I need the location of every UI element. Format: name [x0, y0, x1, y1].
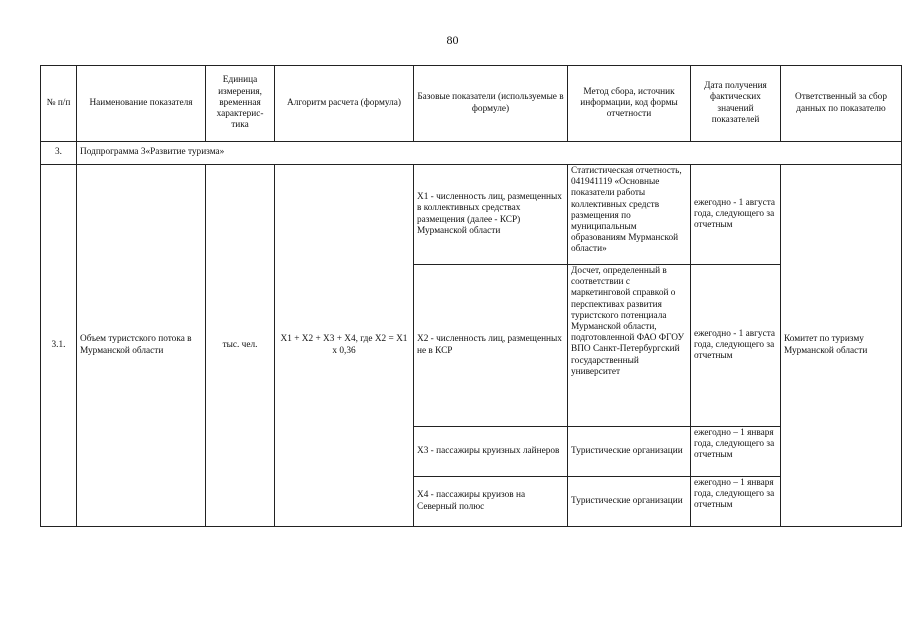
date-x2: ежегодно - 1 августа года, следующего за отчетным — [691, 265, 781, 427]
base-x4: X4 - пассажиры круизов на Северный полюс — [414, 477, 568, 527]
date-x4: ежегодно – 1 января года, следующего за отчетным — [691, 477, 781, 527]
header-date: Дата получения фактических значений показателей — [691, 66, 781, 142]
header-base: Базовые показатели (используемые в формуле) — [414, 66, 568, 142]
indicator-unit: тыс. чел. — [206, 165, 275, 527]
header-method: Метод сбора, источник информации, код формы отчетности — [568, 66, 691, 142]
subprogram-num: 3. — [41, 142, 77, 165]
indicator-num: 3.1. — [41, 165, 77, 527]
method-x3: Туристические организации — [568, 427, 691, 477]
page-number: 80 — [446, 33, 459, 47]
header-algorithm: Алгоритм расчета (формула) — [275, 66, 414, 142]
header-row — [41, 66, 902, 142]
subprogram-title: Подпрограмма 3«Развитие туризма» — [77, 142, 902, 165]
indicator-responsible: Комитет по туризму Мурманской области — [781, 165, 902, 527]
header-unit: Единица измерения, временная характерис-тика — [206, 66, 275, 142]
indicator-algorithm: X1 + X2 + X3 + X4, где X2 = X1 х 0,36 — [275, 165, 414, 527]
subprogram-row — [41, 142, 902, 165]
indicators-table — [40, 65, 902, 527]
method-x1: Статистическая отчетность, 041941119 «Основные показатели работы коллективных средств размещения по муниципальным образованиям Мурманской области» — [568, 165, 691, 265]
header-responsible: Ответственный за сбор данных по показателю — [781, 66, 902, 142]
base-x2: X2 - численность лиц, размещенных не в КСР — [414, 265, 568, 427]
base-x3: X3 - пассажиры круизных лайнеров — [414, 427, 568, 477]
indicator-name: Объем туристского потока в Мурманской области — [77, 165, 206, 527]
header-num: № п/п — [41, 66, 77, 142]
table-row — [41, 165, 902, 265]
base-x1: X1 - численность лиц, размещенных в коллективных средствах размещения (далее - КСР) Мурманской области — [414, 165, 568, 265]
date-x1: ежегодно - 1 августа года, следующего за отчетным — [691, 165, 781, 265]
header-name: Наименование показателя — [77, 66, 206, 142]
date-x3: ежегодно – 1 января года, следующего за отчетным — [691, 427, 781, 477]
method-x2: Досчет, определенный в соответствии с маркетинговой справкой о перспективах развития туристского потенциала Мурманской области, подготовленной ФАО ФГОУ ВПО Санкт-Петербургский государственный университет — [568, 265, 691, 427]
method-x4: Туристические организации — [568, 477, 691, 527]
